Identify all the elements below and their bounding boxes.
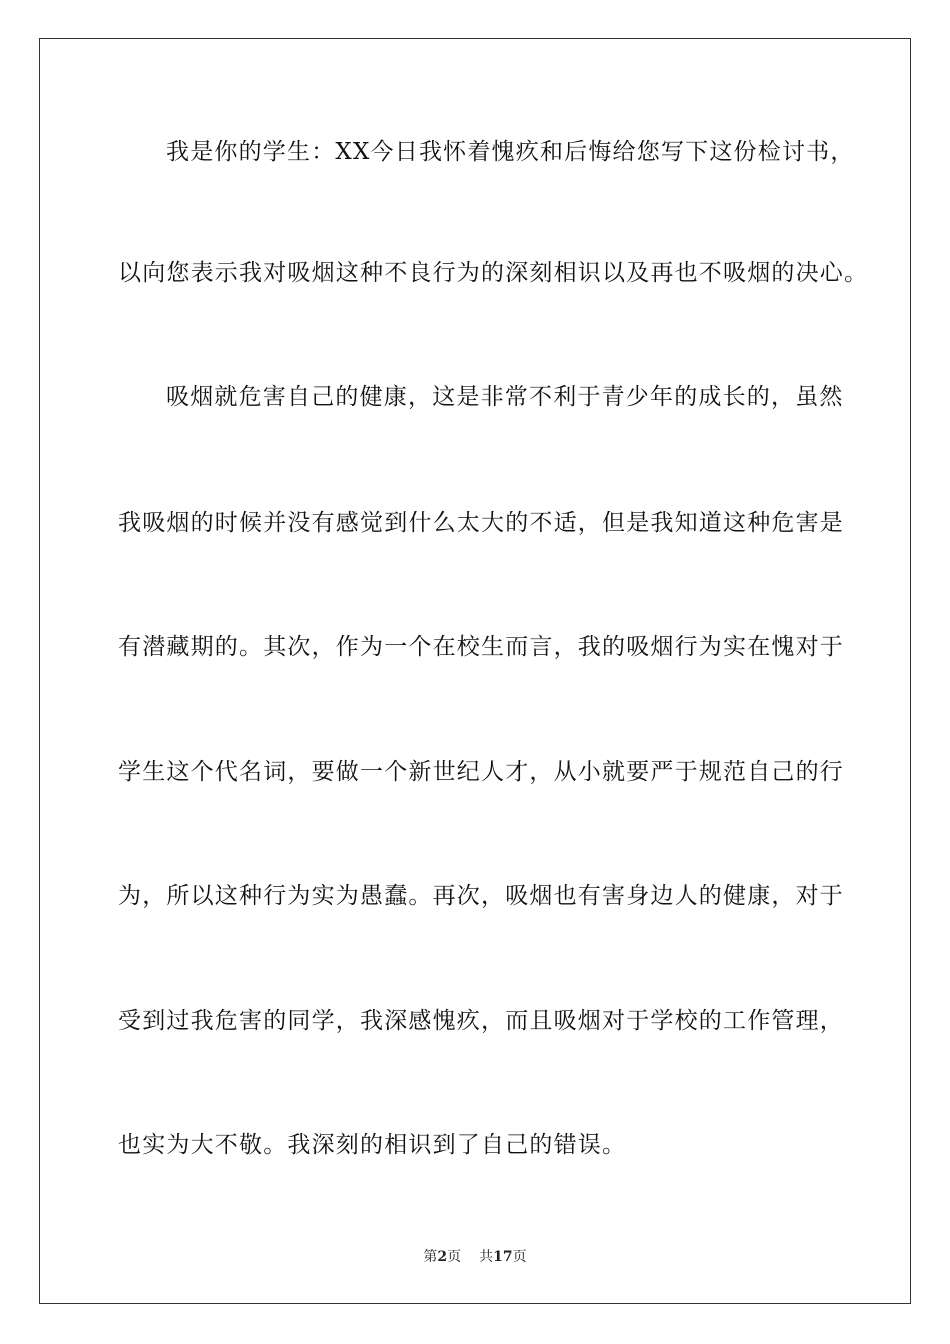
paragraph-line: 以向您表示我对吸烟这种不良行为的深刻相识以及再也不吸烟的决心。: [118, 260, 869, 286]
paragraph-line: 也实为大不敬。我深刻的相识到了自己的错误。: [118, 1132, 627, 1158]
page-total: 17: [493, 1249, 513, 1265]
paragraph-line: 我吸烟的时候并没有感觉到什么太大的不适，但是我知道这种危害是: [118, 510, 844, 536]
paragraph-line: 为，所以这种行为实为愚蠢。再次，吸烟也有害身边人的健康，对于: [118, 883, 844, 909]
page-footer: [0, 1248, 950, 1266]
paragraph-line: 受到过我危害的同学，我深感愧疚，而且吸烟对于学校的工作管理，: [118, 1008, 844, 1034]
total-suffix: 页: [512, 1249, 527, 1265]
paragraph-line: 学生这个代名词，要做一个新世纪人才，从小就要严于规范自己的行: [118, 759, 844, 785]
page-prefix: 第: [423, 1249, 438, 1265]
page-border: [39, 38, 911, 1304]
paragraph-line: 有潜藏期的。其次，作为一个在校生而言，我的吸烟行为实在愧对于: [118, 634, 844, 660]
page-current: 2: [437, 1249, 448, 1265]
total-prefix: 共: [479, 1249, 494, 1265]
paragraph-line: 我是你的学生：XX今日我怀着愧疚和后悔给您写下这份检讨书，: [166, 139, 855, 165]
page-suffix: 页: [447, 1249, 462, 1265]
paragraph-line: 吸烟就危害自己的健康，这是非常不利于青少年的成长的，虽然: [166, 384, 844, 410]
